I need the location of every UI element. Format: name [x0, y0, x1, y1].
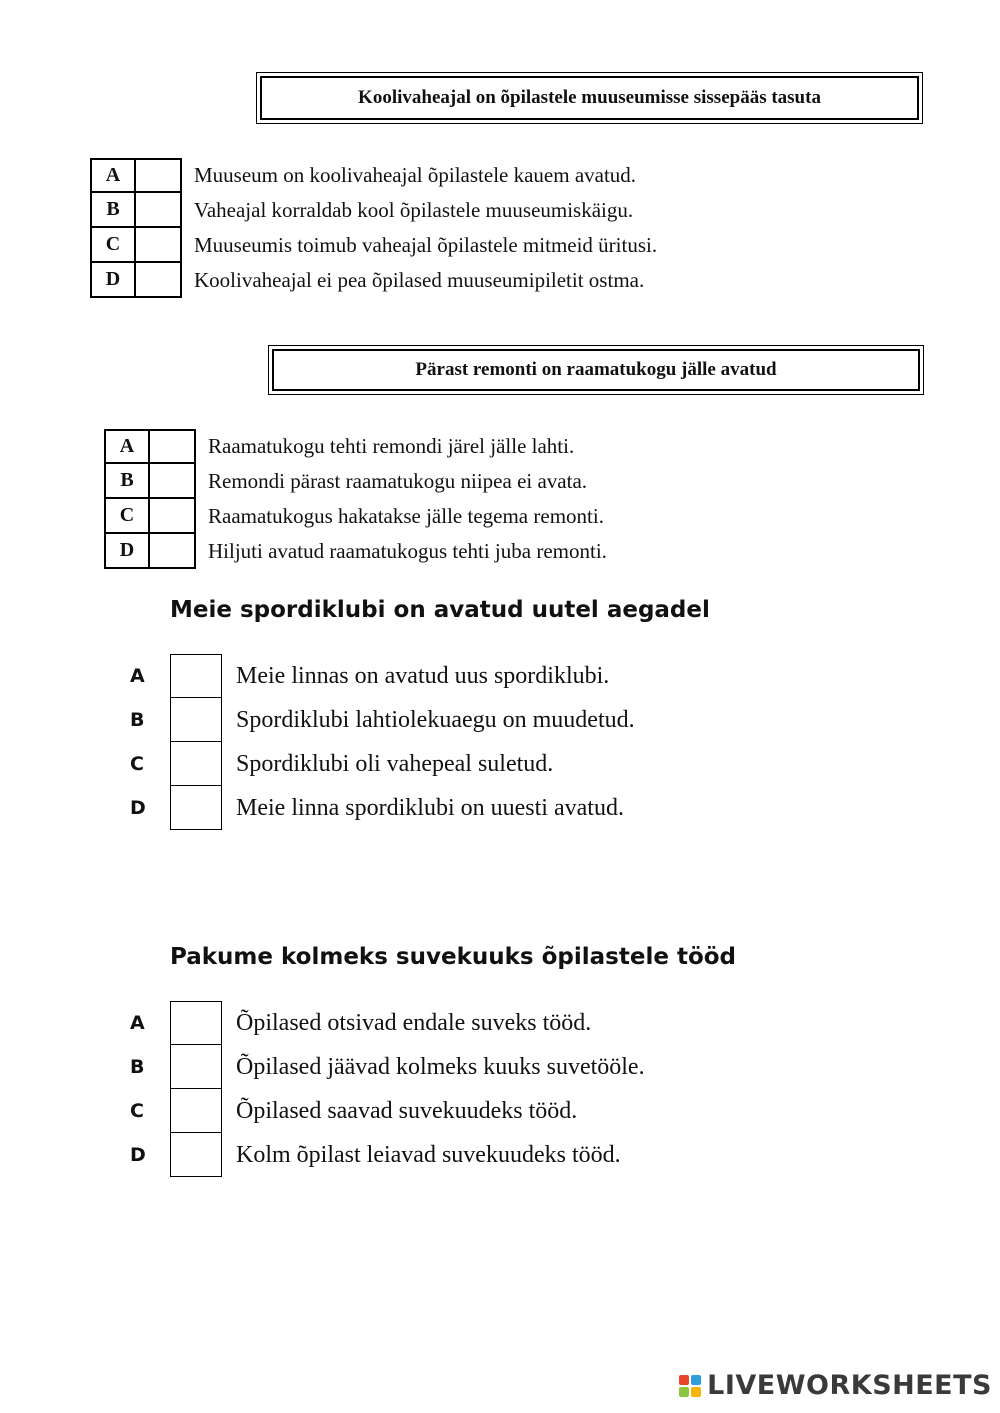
option-row: [130, 654, 635, 698]
answer-box[interactable]: [150, 464, 196, 499]
option-letter: B: [104, 464, 150, 499]
option-row: [104, 429, 607, 464]
option-text: Raamatukogus hakatakse jälle tegema remonti.: [208, 504, 604, 528]
option-text: Kolm õpilast leiavad suvekuudeks tööd.: [236, 1141, 621, 1168]
section-2-options: [104, 429, 607, 569]
answer-box[interactable]: [150, 534, 196, 569]
option-text: Remondi pärast raamatukogu niipea ei avata.: [208, 469, 588, 493]
logo-square: [679, 1387, 689, 1397]
option-row: [104, 499, 607, 534]
logo-text: LIVEWORKSHEETS: [707, 1370, 992, 1401]
option-text: Õpilased otsivad endale suveks tööd.: [236, 1009, 592, 1036]
logo-square: [679, 1375, 689, 1385]
option-letter: A: [90, 158, 136, 193]
option-text: Meie linnas on avatud uus spordiklubi.: [236, 662, 610, 689]
option-letter: C: [130, 1100, 144, 1122]
logo-square: [691, 1375, 701, 1385]
option-row: [90, 263, 657, 298]
option-letter: A: [130, 665, 145, 687]
option-row: [90, 228, 657, 263]
option-letter: D: [90, 263, 136, 298]
logo-square: [691, 1387, 701, 1397]
option-row: [130, 698, 635, 742]
option-text: Muuseum on koolivaheajal õpilastele kauem avatud.: [194, 163, 637, 187]
option-letter: D: [130, 1144, 146, 1166]
option-text: Õpilased jäävad kolmeks kuuks suvetööle.: [236, 1053, 645, 1080]
section-4-options: [130, 1001, 645, 1177]
option-letter: D: [104, 534, 150, 569]
option-text: Spordiklubi lahtiolekuaegu on muudetud.: [236, 706, 635, 733]
section-3-title: Meie spordiklubi on avatud uutel aegadel: [170, 597, 710, 623]
option-text: Raamatukogu tehti remondi järel jälle lahti.: [208, 434, 575, 458]
option-row: [130, 786, 635, 830]
answer-box[interactable]: [170, 654, 222, 698]
logo-mark-icon: [679, 1375, 701, 1397]
option-row: [130, 742, 635, 786]
section-1-title: Koolivaheajal on õpilastele muuseumisse sissepääs tasuta: [260, 76, 919, 120]
section-2-title-box: [268, 345, 924, 395]
option-row: [90, 193, 657, 228]
answer-box[interactable]: [170, 1089, 222, 1133]
answer-box[interactable]: [136, 263, 182, 298]
answer-box[interactable]: [136, 158, 182, 193]
liveworksheets-logo: [679, 1370, 992, 1401]
answer-box[interactable]: [150, 499, 196, 534]
option-letter: A: [130, 1012, 145, 1034]
option-letter: B: [130, 709, 145, 731]
answer-box[interactable]: [136, 193, 182, 228]
answer-box[interactable]: [170, 1133, 222, 1177]
option-row: [104, 464, 607, 499]
option-text: Koolivaheajal ei pea õpilased muuseumipiletit ostma.: [194, 268, 645, 292]
option-letter: C: [130, 753, 144, 775]
section-1-options: [90, 158, 657, 298]
option-text: Meie linna spordiklubi on uuesti avatud.: [236, 794, 624, 821]
option-letter: D: [130, 797, 146, 819]
option-letter: C: [90, 228, 136, 263]
option-letter: C: [104, 499, 150, 534]
answer-box[interactable]: [170, 742, 222, 786]
option-text: Hiljuti avatud raamatukogus tehti juba remonti.: [208, 539, 607, 563]
section-4-title: Pakume kolmeks suvekuuks õpilastele tööd: [170, 944, 737, 970]
answer-box[interactable]: [170, 698, 222, 742]
option-text: Muuseumis toimub vaheajal õpilastele mitmeid üritusi.: [194, 233, 658, 257]
option-text: Õpilased saavad suvekuudeks tööd.: [236, 1097, 578, 1124]
answer-box[interactable]: [170, 786, 222, 830]
section-2-title: Pärast remonti on raamatukogu jälle avatud: [272, 349, 920, 391]
answer-box[interactable]: [150, 429, 196, 464]
option-row: [130, 1001, 645, 1045]
answer-box[interactable]: [170, 1045, 222, 1089]
option-letter: B: [130, 1056, 145, 1078]
option-row: [90, 158, 657, 193]
section-1-title-box: [256, 72, 923, 124]
section-3-options: [130, 654, 635, 830]
option-letter: A: [104, 429, 150, 464]
option-text: Vaheajal korraldab kool õpilastele muuseumiskäigu.: [194, 198, 634, 222]
option-row: [130, 1089, 645, 1133]
option-row: [130, 1133, 645, 1177]
answer-box[interactable]: [136, 228, 182, 263]
option-text: Spordiklubi oli vahepeal suletud.: [236, 750, 554, 777]
option-row: [130, 1045, 645, 1089]
option-row: [104, 534, 607, 569]
option-letter: B: [90, 193, 136, 228]
answer-box[interactable]: [170, 1001, 222, 1045]
